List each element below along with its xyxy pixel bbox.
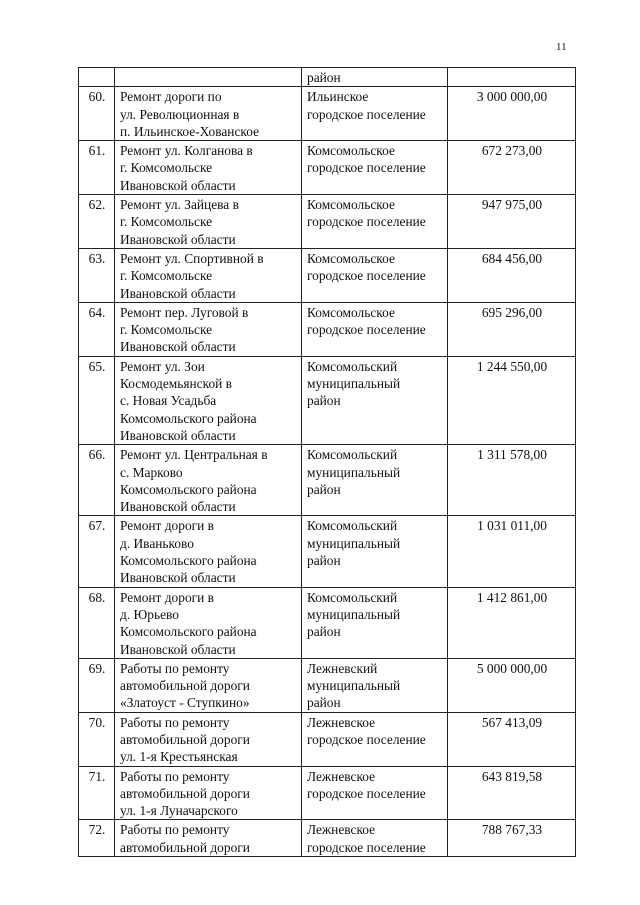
municipality-name: [302, 516, 448, 587]
work-description: [115, 87, 302, 141]
amount: 567 413,09: [448, 712, 576, 766]
work-description-line: автомобильной дороги: [120, 785, 250, 801]
municipality-name: [302, 141, 448, 195]
road-repair-table: [78, 67, 576, 857]
work-description-line: п. Ильинское-Хованское: [120, 123, 260, 139]
work-description-line: «Златоуст - Ступкино»: [120, 695, 250, 711]
amount: 643 819,58: [448, 766, 576, 820]
work-description: [115, 445, 302, 516]
work-description-line: автомобильной дороги: [120, 731, 250, 747]
table-row: [79, 87, 576, 141]
work-description-line: Ивановской области: [120, 177, 236, 193]
municipality-name: [302, 658, 448, 712]
row-number: 65.: [79, 356, 115, 444]
municipality-name-line: городское поселение: [307, 214, 426, 230]
municipality-name-line: Комсомольское: [307, 250, 395, 266]
municipality-name: [302, 356, 448, 444]
municipality-name-line: район: [307, 393, 341, 409]
work-description-line: [120, 69, 297, 86]
municipality-name: [302, 445, 448, 516]
work-description-line: автомобильной дороги: [120, 678, 250, 694]
municipality-name-line: муниципальный: [307, 606, 401, 622]
amount: 684 456,00: [448, 248, 576, 302]
municipality-name-line: Комсомольское: [307, 304, 395, 320]
work-description-line: Комсомольского района: [120, 410, 257, 426]
work-description-line: Ивановской области: [120, 285, 236, 301]
municipality-name: [302, 195, 448, 249]
amount: 1 311 578,00: [448, 445, 576, 516]
row-number: 71.: [79, 766, 115, 820]
amount: 788 767,33: [448, 820, 576, 857]
row-number: 67.: [79, 516, 115, 587]
row-number: 68.: [79, 587, 115, 658]
work-description: [115, 712, 302, 766]
work-description-line: Комсомольского района: [120, 553, 257, 569]
municipality-name-line: район: [307, 481, 341, 497]
municipality-name: [302, 87, 448, 141]
work-description: [115, 195, 302, 249]
table-row: [79, 68, 576, 87]
work-description-line: Ремонт ул. Центральная в: [120, 447, 268, 463]
work-description: [115, 356, 302, 444]
work-description: [115, 68, 302, 87]
work-description-line: Ремонт дороги в: [120, 518, 214, 534]
municipality-name-line: район: [307, 624, 341, 640]
work-description-line: Работы по ремонту: [120, 714, 230, 730]
work-description-line: ул. Революционная в: [120, 106, 240, 122]
amount: 672 273,00: [448, 141, 576, 195]
work-description: [115, 141, 302, 195]
work-description: [115, 302, 302, 356]
amount: 695 296,00: [448, 302, 576, 356]
row-number: 70.: [79, 712, 115, 766]
row-number: 61.: [79, 141, 115, 195]
table-row: [79, 248, 576, 302]
work-description-line: д. Юрьево: [120, 606, 179, 622]
municipality-name: [302, 820, 448, 857]
work-description-line: г. Комсомольске: [120, 160, 213, 176]
municipality-name-line: городское поселение: [307, 268, 426, 284]
work-description-line: Ивановской области: [120, 339, 236, 355]
row-number: 60.: [79, 87, 115, 141]
municipality-name: [302, 712, 448, 766]
work-description-line: Ремонт ул. Колганова в: [120, 143, 253, 159]
municipality-name-line: район: [307, 695, 341, 711]
work-description-line: Ивановской области: [120, 427, 236, 443]
work-description-line: Комсомольского района: [120, 481, 257, 497]
municipality-name-line: городское поселение: [307, 160, 426, 176]
municipality-name-line: городское поселение: [307, 785, 426, 801]
work-description-line: Ивановской области: [120, 641, 236, 657]
row-number: 63.: [79, 248, 115, 302]
work-description-line: ул. 1-я Крестьянская: [120, 749, 238, 765]
table-body: [79, 68, 576, 857]
municipality-name-line: район: [307, 553, 341, 569]
table-row: [79, 587, 576, 658]
municipality-name-line: Комсомольский: [307, 447, 398, 463]
table-row: [79, 712, 576, 766]
municipality-name: [302, 766, 448, 820]
municipality-name-line: городское поселение: [307, 839, 426, 855]
municipality-name-line: Лежневское: [307, 768, 376, 784]
municipality-name: [302, 248, 448, 302]
work-description-line: Ивановской области: [120, 231, 236, 247]
amount: [448, 68, 576, 87]
table-row: [79, 195, 576, 249]
municipality-name-line: Лежневский: [307, 660, 378, 676]
table-row: [79, 141, 576, 195]
work-description-line: ул. 1-я Луначарского: [120, 803, 238, 819]
row-number: [79, 68, 115, 87]
row-number: 62.: [79, 195, 115, 249]
amount: 3 000 000,00: [448, 87, 576, 141]
work-description: [115, 820, 302, 857]
work-description-line: Ивановской области: [120, 499, 236, 515]
work-description-line: Работы по ремонту: [120, 822, 230, 838]
table-row: [79, 766, 576, 820]
work-description-line: д. Иваньково: [120, 535, 194, 551]
work-description-line: г. Комсомольске: [120, 268, 213, 284]
municipality-name-line: район: [307, 70, 341, 85]
work-description-line: Комсомольского района: [120, 624, 257, 640]
work-description: [115, 516, 302, 587]
work-description-line: Работы по ремонту: [120, 768, 230, 784]
work-description: [115, 766, 302, 820]
table-row: [79, 302, 576, 356]
municipality-name: [302, 68, 448, 87]
work-description-line: автомобильной дороги: [120, 839, 250, 855]
municipality-name-line: Ильинское: [307, 89, 369, 105]
municipality-name-line: городское поселение: [307, 106, 426, 122]
municipality-name: [302, 587, 448, 658]
work-description-line: Космодемьянской в: [120, 376, 232, 392]
municipality-name-line: городское поселение: [307, 731, 426, 747]
work-description-line: с. Новая Усадьба: [120, 393, 217, 409]
row-number: 64.: [79, 302, 115, 356]
table-row: [79, 445, 576, 516]
work-description-line: г. Комсомольске: [120, 322, 213, 338]
municipality-name-line: муниципальный: [307, 464, 401, 480]
work-description-line: с. Марково: [120, 464, 183, 480]
amount: 947 975,00: [448, 195, 576, 249]
municipality-name-line: городское поселение: [307, 322, 426, 338]
municipality-name-line: муниципальный: [307, 535, 401, 551]
municipality-name-line: Комсомольское: [307, 143, 395, 159]
municipality-name-line: Комсомольский: [307, 518, 398, 534]
municipality-name-line: Лежневское: [307, 714, 376, 730]
municipality-name-line: муниципальный: [307, 376, 401, 392]
work-description-line: Ивановской области: [120, 570, 236, 586]
municipality-name-line: Комсомольский: [307, 358, 398, 374]
work-description-line: Ремонт дороги по: [120, 89, 222, 105]
row-number: 72.: [79, 820, 115, 857]
work-description: [115, 658, 302, 712]
table-row: [79, 658, 576, 712]
municipality-name-line: муниципальный: [307, 678, 401, 694]
table-row: [79, 356, 576, 444]
amount: 1 244 550,00: [448, 356, 576, 444]
work-description-line: Ремонт ул. Спортивной в: [120, 250, 264, 266]
table-row: [79, 516, 576, 587]
work-description-line: Работы по ремонту: [120, 660, 230, 676]
work-description: [115, 587, 302, 658]
municipality-name-line: Лежневское: [307, 822, 376, 838]
municipality-name: [302, 302, 448, 356]
work-description-line: Ремонт ул. Зайцева в: [120, 197, 239, 213]
row-number: 66.: [79, 445, 115, 516]
work-description: [115, 248, 302, 302]
work-description-line: Ремонт пер. Луговой в: [120, 304, 249, 320]
work-description-line: г. Комсомольске: [120, 214, 213, 230]
municipality-name-line: Комсомольское: [307, 197, 395, 213]
work-description-line: Ремонт дороги в: [120, 589, 214, 605]
amount: 5 000 000,00: [448, 658, 576, 712]
table-row: [79, 820, 576, 857]
amount: 1 031 011,00: [448, 516, 576, 587]
row-number: 69.: [79, 658, 115, 712]
municipality-name-line: Комсомольский: [307, 589, 398, 605]
work-description-line: Ремонт ул. Зои: [120, 358, 205, 374]
amount: 1 412 861,00: [448, 587, 576, 658]
page-number: 11: [556, 41, 567, 53]
